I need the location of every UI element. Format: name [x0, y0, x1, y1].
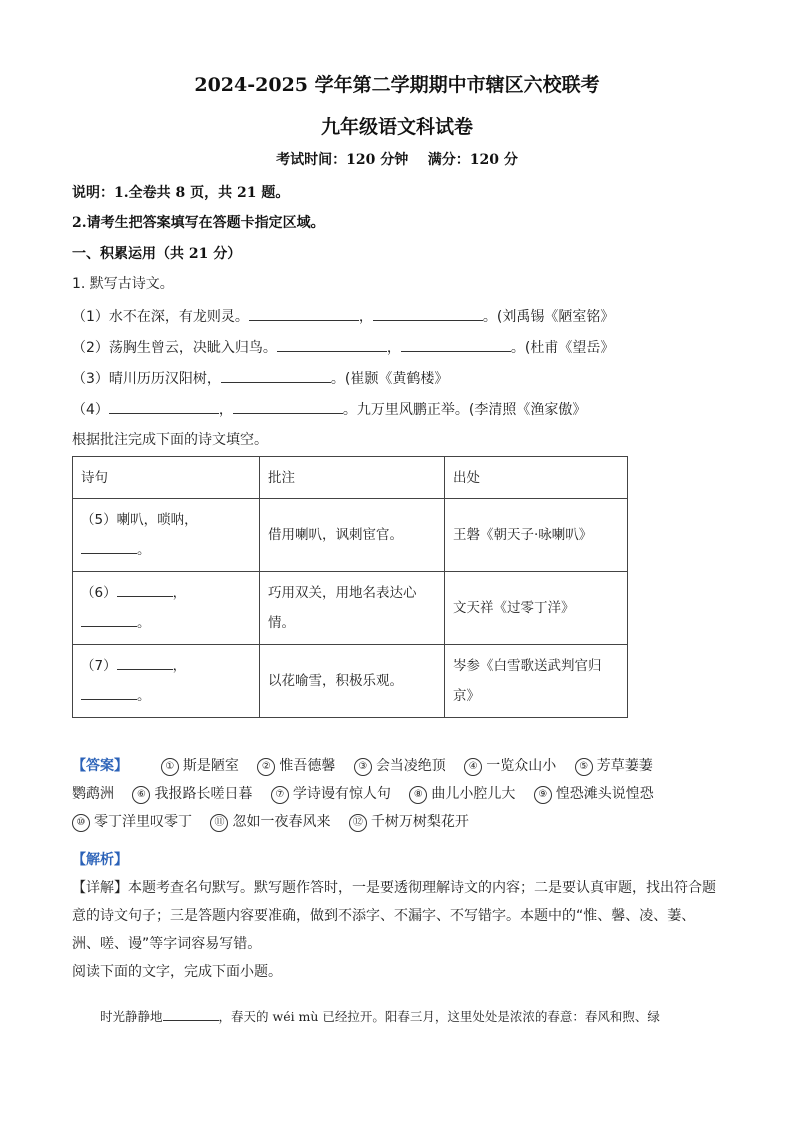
answer-text: 一览众山小 — [486, 758, 557, 774]
note-line-2: 2.请考生把答案填写在答题卡指定区域。 — [72, 215, 325, 231]
poem-line — [81, 651, 251, 681]
answer-item — [354, 758, 446, 774]
q1b-suffix: 。(杜甫《望岳》 — [510, 340, 615, 356]
note-line: 情。 — [268, 615, 295, 631]
answer-item — [132, 786, 252, 802]
table-row — [73, 572, 628, 645]
answer-line-2 — [72, 780, 722, 808]
poem-line — [81, 535, 251, 565]
answer-number: ③ — [354, 758, 372, 776]
answer-blank — [249, 306, 359, 321]
question-1-intro: 1. 默写古诗文。 — [72, 276, 174, 292]
answer-item — [161, 758, 239, 774]
answer-number: ⑩ — [72, 814, 90, 832]
answer-text: 曲儿小腔儿大 — [431, 786, 516, 802]
answer-item — [575, 758, 653, 774]
table-intro: 根据批注完成下面的诗文填空。 — [72, 432, 268, 448]
answer-tag: 【答案】 — [72, 758, 128, 774]
q1a-prefix: （1）水不在深，有龙则灵。 — [72, 309, 249, 325]
punct: 。 — [137, 688, 151, 704]
analysis-tag: 【解析】 — [72, 852, 128, 868]
punct: 。 — [137, 615, 151, 631]
answer-number: ⑪ — [210, 814, 228, 832]
answer-text: 千树万树梨花开 — [370, 814, 469, 830]
answer-blank — [277, 337, 387, 352]
answer-blank — [221, 368, 331, 383]
answer-blank — [163, 1006, 219, 1021]
poem-line — [81, 681, 251, 711]
answer-item — [464, 758, 556, 774]
answer-number: ① — [161, 758, 179, 776]
analysis-block — [72, 846, 722, 986]
answer-item — [409, 786, 515, 802]
answer-number: ⑫ — [349, 814, 367, 832]
table-cell-poem — [73, 499, 260, 572]
answer-text: 芳草萋萋 — [596, 758, 653, 774]
answer-blank — [109, 399, 219, 414]
answer-line-3 — [72, 808, 722, 836]
q1c-prefix: （3）晴川历历汉阳树， — [72, 371, 221, 387]
table-row — [73, 499, 628, 572]
answer-item — [210, 814, 330, 830]
answer-blank — [81, 539, 137, 554]
table-cell-poem — [73, 572, 260, 645]
reading-text-start: 时光静静地 — [100, 1009, 163, 1024]
punct: 。 — [137, 542, 151, 558]
answer-block — [72, 752, 722, 836]
answer-text: 我报路长嗟日暮 — [154, 786, 253, 802]
answer-text: 惟吾德馨 — [279, 758, 336, 774]
punct: ， — [172, 658, 187, 674]
table-cell-note — [260, 572, 445, 645]
answer-blank — [81, 612, 137, 627]
answer-text: 鹦鹉洲 — [72, 786, 114, 802]
answer-item — [271, 786, 391, 802]
table-cell-poem — [73, 645, 260, 718]
poem-prefix: （6） — [81, 585, 117, 601]
analysis-line: 洲、嗟、谩”等字词容易写错。 — [72, 936, 262, 952]
note-line: 巧用双关，用地名表达心 — [268, 585, 417, 601]
answer-number: ② — [257, 758, 275, 776]
question-1-part-1: （1）水不在深，有龙则灵。 ， 。(刘禹锡《陋室铭》 — [72, 306, 614, 327]
punct: ， — [172, 585, 187, 601]
answer-number: ⑥ — [132, 786, 150, 804]
source-line: 京》 — [453, 688, 480, 704]
reading-passage — [72, 1006, 722, 1025]
answer-blank — [81, 685, 137, 700]
exam-info: 考试时间：120 分钟 满分：120 分 — [276, 152, 518, 168]
poem-line: （5）喇叭，唢呐， — [81, 512, 198, 528]
table-header-row — [73, 457, 628, 499]
q1b-prefix: （2）荡胸生曾云，决眦入归鸟。 — [72, 340, 277, 356]
exam-subtitle: 九年级语文科试卷 — [320, 116, 473, 138]
reading-intro: 阅读下面的文字，完成下面小题。 — [72, 964, 282, 980]
q1c-suffix: 。(崔颢《黄鹤楼》 — [330, 371, 449, 387]
answer-blank — [117, 655, 173, 670]
question-1-part-2: （2）荡胸生曾云，决眦入归鸟。 ， 。(杜甫《望岳》 — [72, 337, 614, 358]
section-heading: 一、积累运用（共 21 分） — [72, 246, 242, 262]
answer-text: 学诗谩有惊人句 — [292, 786, 391, 802]
question-1-part-4: （4） ， 。九万里风鹏正举。(李清照《渔家傲》 — [72, 399, 586, 420]
answer-number: ⑧ — [409, 786, 427, 804]
answer-number: ④ — [464, 758, 482, 776]
answer-blank — [233, 399, 343, 414]
answer-text: 会当凌绝顶 — [375, 758, 446, 774]
poem-prefix: （7） — [81, 658, 117, 674]
reading-text-rest: ，春天的 wéi mù 已经拉开。阳春三月，这里处处是浓浓的春意：春风和煦、绿 — [218, 1009, 660, 1024]
table-header: 批注 — [260, 457, 445, 499]
table-cell-source: 文天祥《过零丁洋》 — [445, 572, 628, 645]
table-header: 诗句 — [73, 457, 260, 499]
source-line: 岑参《白雪歌送武判官归 — [453, 658, 602, 674]
analysis-line — [72, 874, 722, 902]
poem-table — [72, 456, 628, 718]
answer-item — [72, 814, 192, 830]
q1a-suffix: 。(刘禹锡《陋室铭》 — [482, 309, 615, 325]
q1d-prefix: （4） — [72, 402, 109, 418]
answer-text: 惶恐滩头说惶恐 — [555, 786, 654, 802]
exam-title: 2024-2025 学年第二学期期中市辖区六校联考 — [194, 74, 600, 96]
detail-text: 本题考查名句默写。默写题作答时，一是要透彻理解诗文的内容；二是要认真审题，找出符合题 — [128, 880, 716, 896]
detail-tag: 【详解】 — [72, 880, 128, 896]
note-line-1: 说明：1.全卷共 8 页，共 21 题。 — [72, 185, 290, 201]
poem-line — [81, 608, 251, 638]
table-cell-source: 王磐《朝天子·咏喇叭》 — [445, 499, 628, 572]
answer-blank — [373, 306, 483, 321]
analysis-line: 意的诗文句子；三是答题内容要准确，做到不添字、不漏字、不写错字。本题中的“惟、馨、凌、萋、 — [72, 908, 696, 924]
answer-text: 零丁洋里叹零丁 — [94, 814, 192, 830]
question-1-part-3 — [72, 368, 448, 389]
answer-text: 斯是陋室 — [182, 758, 239, 774]
answer-number: ⑤ — [575, 758, 593, 776]
answer-blank — [401, 337, 511, 352]
answer-item — [349, 814, 469, 830]
table-cell-source — [445, 645, 628, 718]
poem-line — [81, 578, 251, 608]
answer-text: 忽如一夜春风来 — [232, 814, 331, 830]
answer-item — [257, 758, 335, 774]
answer-number: ⑦ — [271, 786, 289, 804]
answer-blank — [117, 582, 173, 597]
q1d-suffix: 。九万里风鹏正举。(李清照《渔家傲》 — [342, 402, 587, 418]
answer-item — [534, 786, 654, 802]
answer-line-1 — [72, 752, 722, 780]
table-cell-note: 借用喇叭，讽刺宦官。 — [260, 499, 445, 572]
table-header: 出处 — [445, 457, 628, 499]
table-row — [73, 645, 628, 718]
answer-number: ⑨ — [534, 786, 552, 804]
table-cell-note: 以花喻雪，积极乐观。 — [260, 645, 445, 718]
